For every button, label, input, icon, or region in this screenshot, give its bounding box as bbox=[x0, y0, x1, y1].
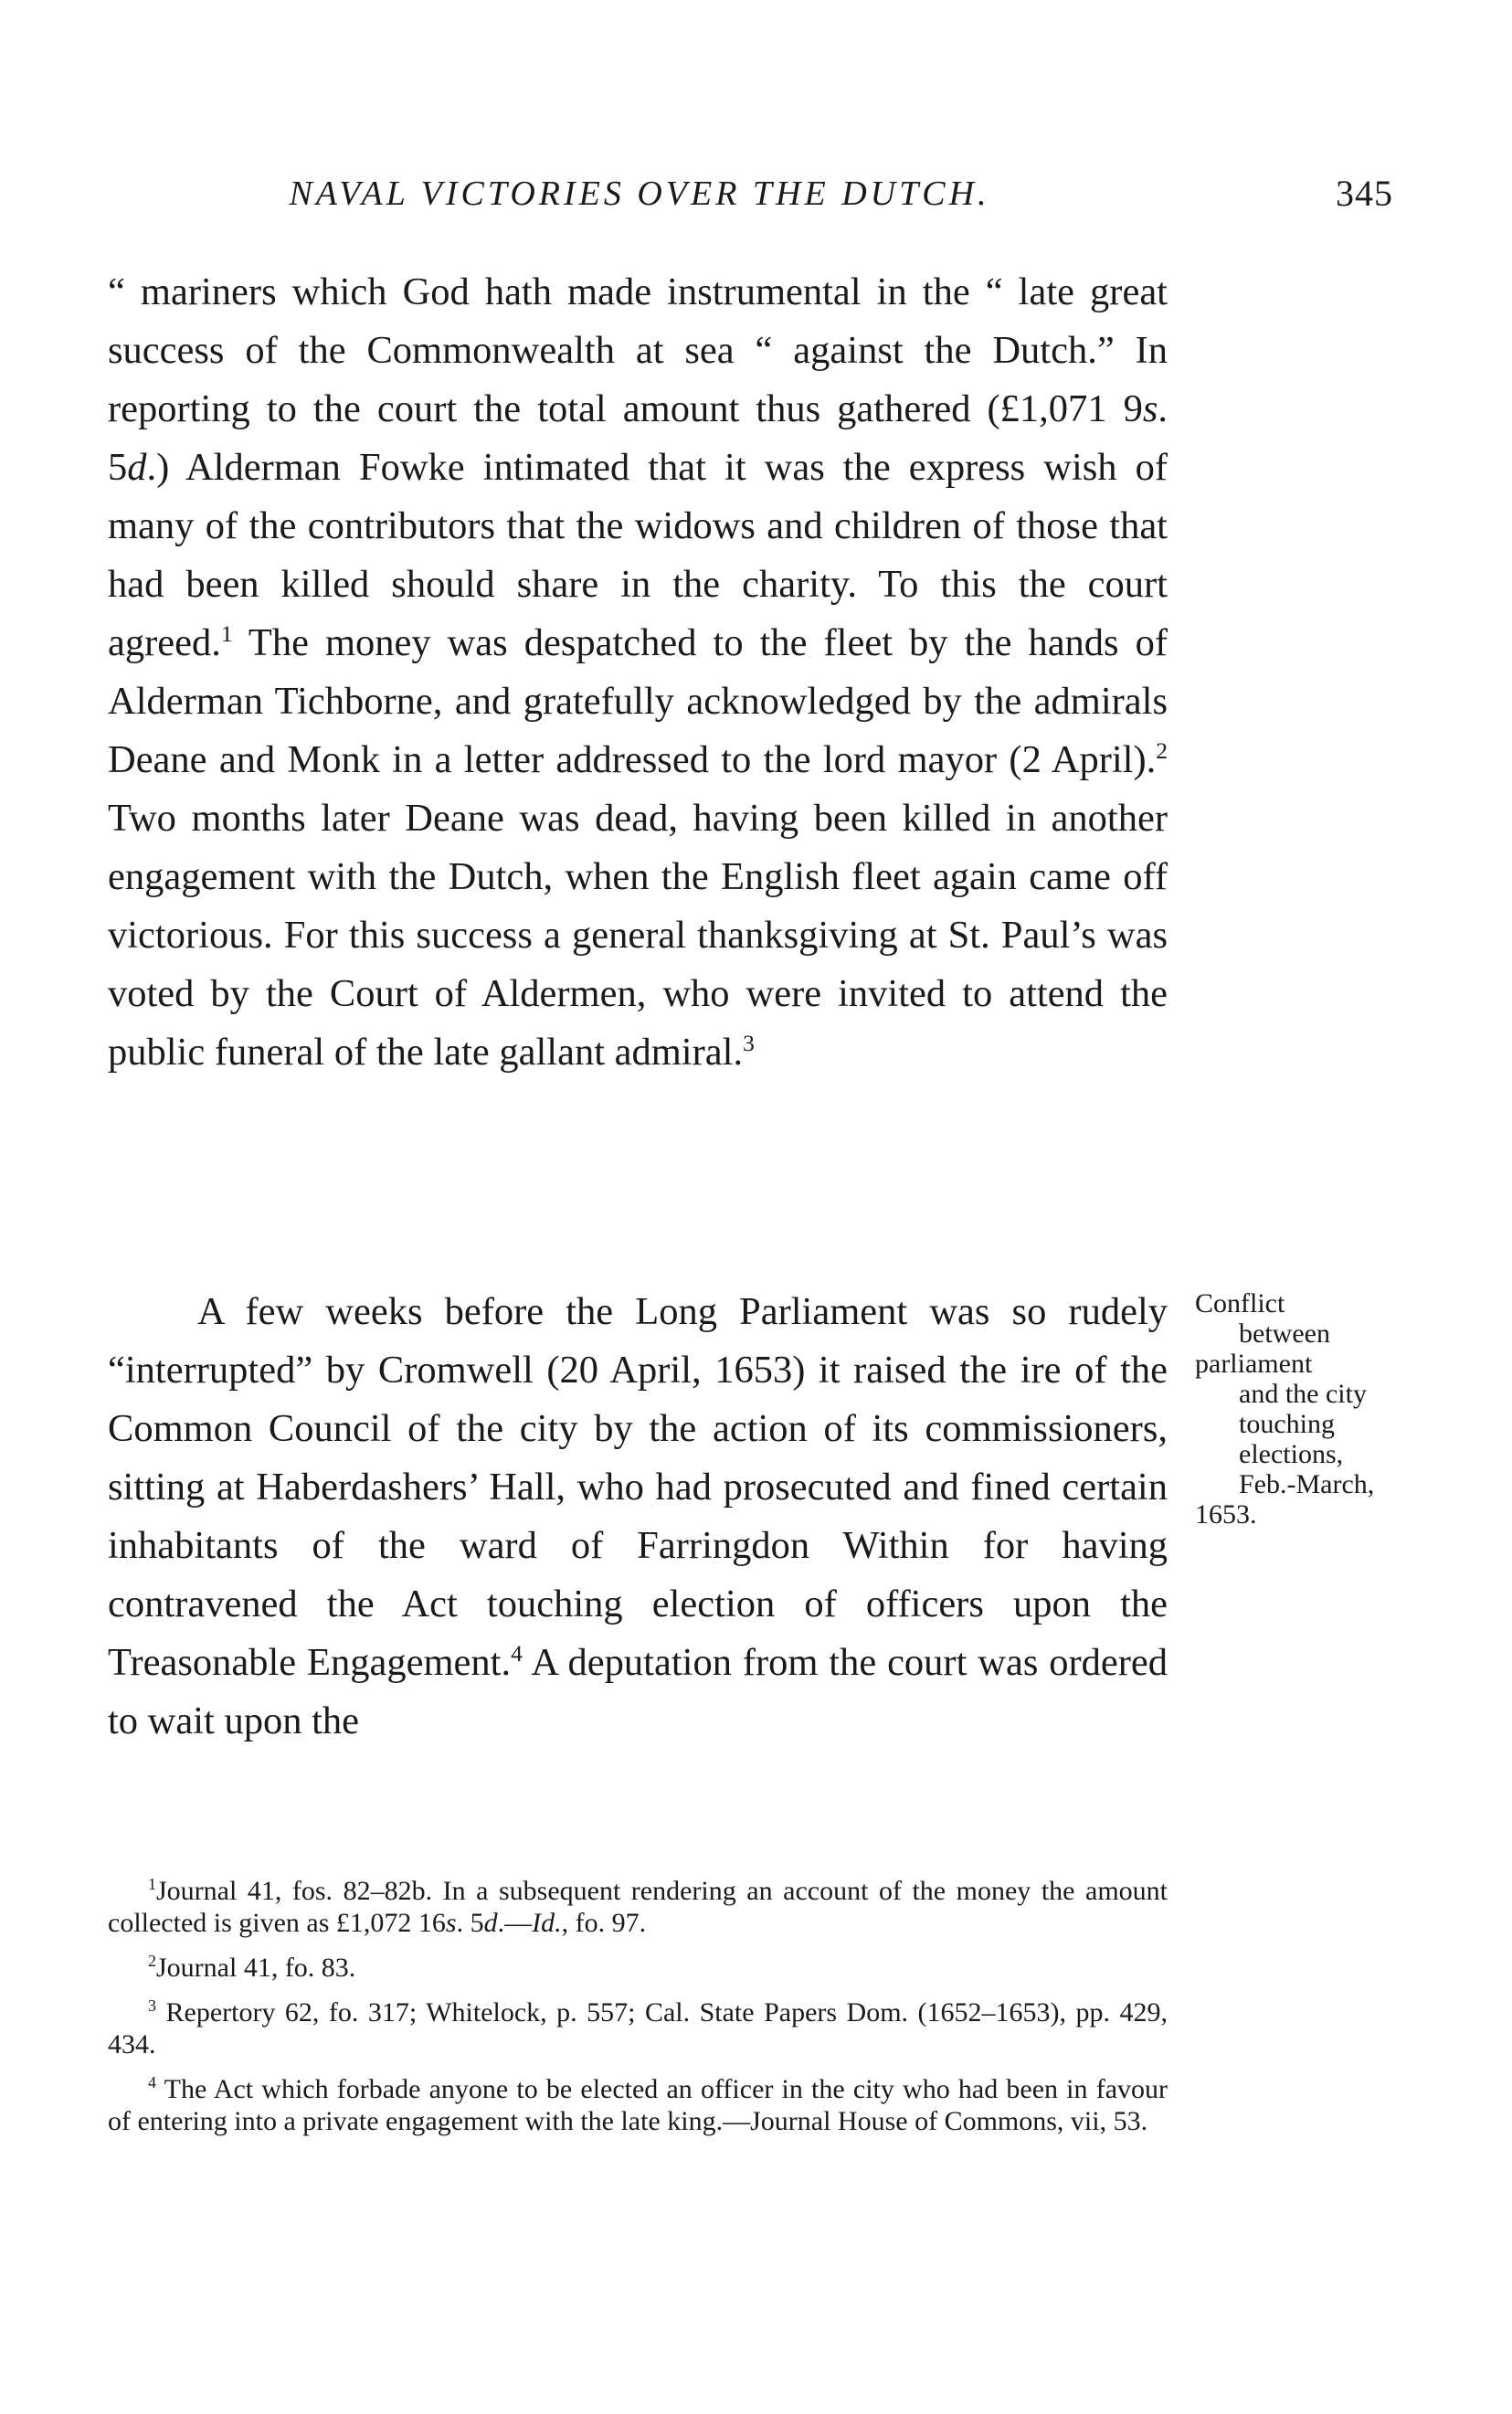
sidenote-line: between bbox=[1239, 1318, 1330, 1349]
text-run: , fo. 97. bbox=[561, 1908, 647, 1938]
footnote-ref[interactable]: 4 bbox=[148, 2073, 156, 2091]
text-run: . 5 bbox=[456, 1908, 484, 1938]
text-run: s bbox=[445, 1908, 457, 1938]
text-run: A few weeks before the Long Parliament was so rudely “interrupted” by Cromwell (20 April, 1653) it raised the ire of the Common Council of the city by the action of its commissioners, sitting at Haberdashers’ Hall, who had prosecuted and fined certain inhabitants of the ward of Farringdon Within for having contravened the Act touching election of officers upon the Treasonable Engagement. bbox=[108, 1290, 1168, 1684]
text-run: “ mariners which God hath made instrumental in the “ late great success of the Commonwealth at sea “ against the Dutch.” In reporting to the court the total amount thus gathered (£1,071 9 bbox=[108, 270, 1168, 430]
text-run: Repertory 62, fo. 317; Whitelock, p. 557; Cal. State Papers Dom. (1652–1653), pp. 429, 434. bbox=[108, 1997, 1168, 2059]
text-run: Journal 41, fo. 83. bbox=[156, 1953, 356, 1983]
text-run: .— bbox=[497, 1908, 533, 1938]
footnote-ref[interactable]: 1 bbox=[148, 1875, 156, 1893]
text-run: The money was despatched to the fleet by the hands of Alderman Tichborne, and gratefully acknowledged by the admirals Deane and Monk in a letter addressed to the lord mayor (2 April). bbox=[108, 621, 1168, 781]
footnote-ref[interactable]: 3 bbox=[148, 1996, 156, 2015]
footnote-ref[interactable]: 3 bbox=[743, 1029, 755, 1056]
sidenote-line: Feb.-March, bbox=[1239, 1469, 1375, 1499]
text-run: Two months later Deane was dead, having been killed in another engagement with the Dutch, when the English fleet again came off victorious. For this success a general thanksgiving at St. Paul’s was voted by the Court of Aldermen, who were invited to attend the public funeral of the late gallant admiral. bbox=[108, 797, 1168, 1074]
footnote-2 bbox=[108, 1952, 1168, 1984]
running-title: NAVAL VICTORIES OVER THE DUTCH. bbox=[289, 175, 990, 213]
sidenote-line: Conflict bbox=[1195, 1288, 1285, 1318]
footnote-ref[interactable]: 1 bbox=[220, 619, 233, 647]
text-run: Journal 41, fos. 82–82b. In a subsequent rendering an account of the money the amount collected is given as £1,072 16 bbox=[108, 1876, 1168, 1938]
text-run: Id. bbox=[532, 1908, 562, 1938]
text-run: A deputation from the court was ordered to wait upon the bbox=[108, 1641, 1168, 1742]
text-run: s bbox=[1142, 387, 1158, 430]
paragraph-1 bbox=[108, 263, 1168, 1082]
sidenote-line: parliament bbox=[1195, 1349, 1313, 1379]
footnote-ref[interactable]: 4 bbox=[511, 1639, 523, 1667]
text-run: d bbox=[483, 1908, 498, 1938]
text-run: The Act which forbade anyone to be elected an officer in the city who had been in favour of entering into a private engagement with the late king.—Journal House of Commons, vii, 53. bbox=[108, 2074, 1168, 2136]
footnote-3 bbox=[108, 1996, 1168, 2060]
sidenote-line: elections, bbox=[1239, 1439, 1344, 1469]
sidenote-line: touching bbox=[1239, 1409, 1335, 1439]
text-run: . 5 bbox=[108, 387, 1168, 489]
text-run: d bbox=[127, 446, 147, 489]
sidenote-line: and the city bbox=[1239, 1379, 1367, 1409]
footnote-1 bbox=[108, 1875, 1168, 1939]
footnote-ref[interactable]: 2 bbox=[1156, 736, 1168, 764]
margin-sidenote bbox=[1195, 1288, 1378, 1530]
paragraph-2 bbox=[108, 1283, 1168, 1751]
page-number: 345 bbox=[1336, 173, 1393, 214]
sidenote-line: 1653. bbox=[1195, 1499, 1257, 1530]
footnote-ref[interactable]: 2 bbox=[148, 1952, 156, 1970]
footnote-4 bbox=[108, 2073, 1168, 2137]
footnotes bbox=[108, 1875, 1168, 2150]
text-run: .) Alderman Fowke intimated that it was the express wish of many of the contributors that the widows and children of those that had been killed should share in the charity. To this the court agreed. bbox=[108, 446, 1168, 664]
